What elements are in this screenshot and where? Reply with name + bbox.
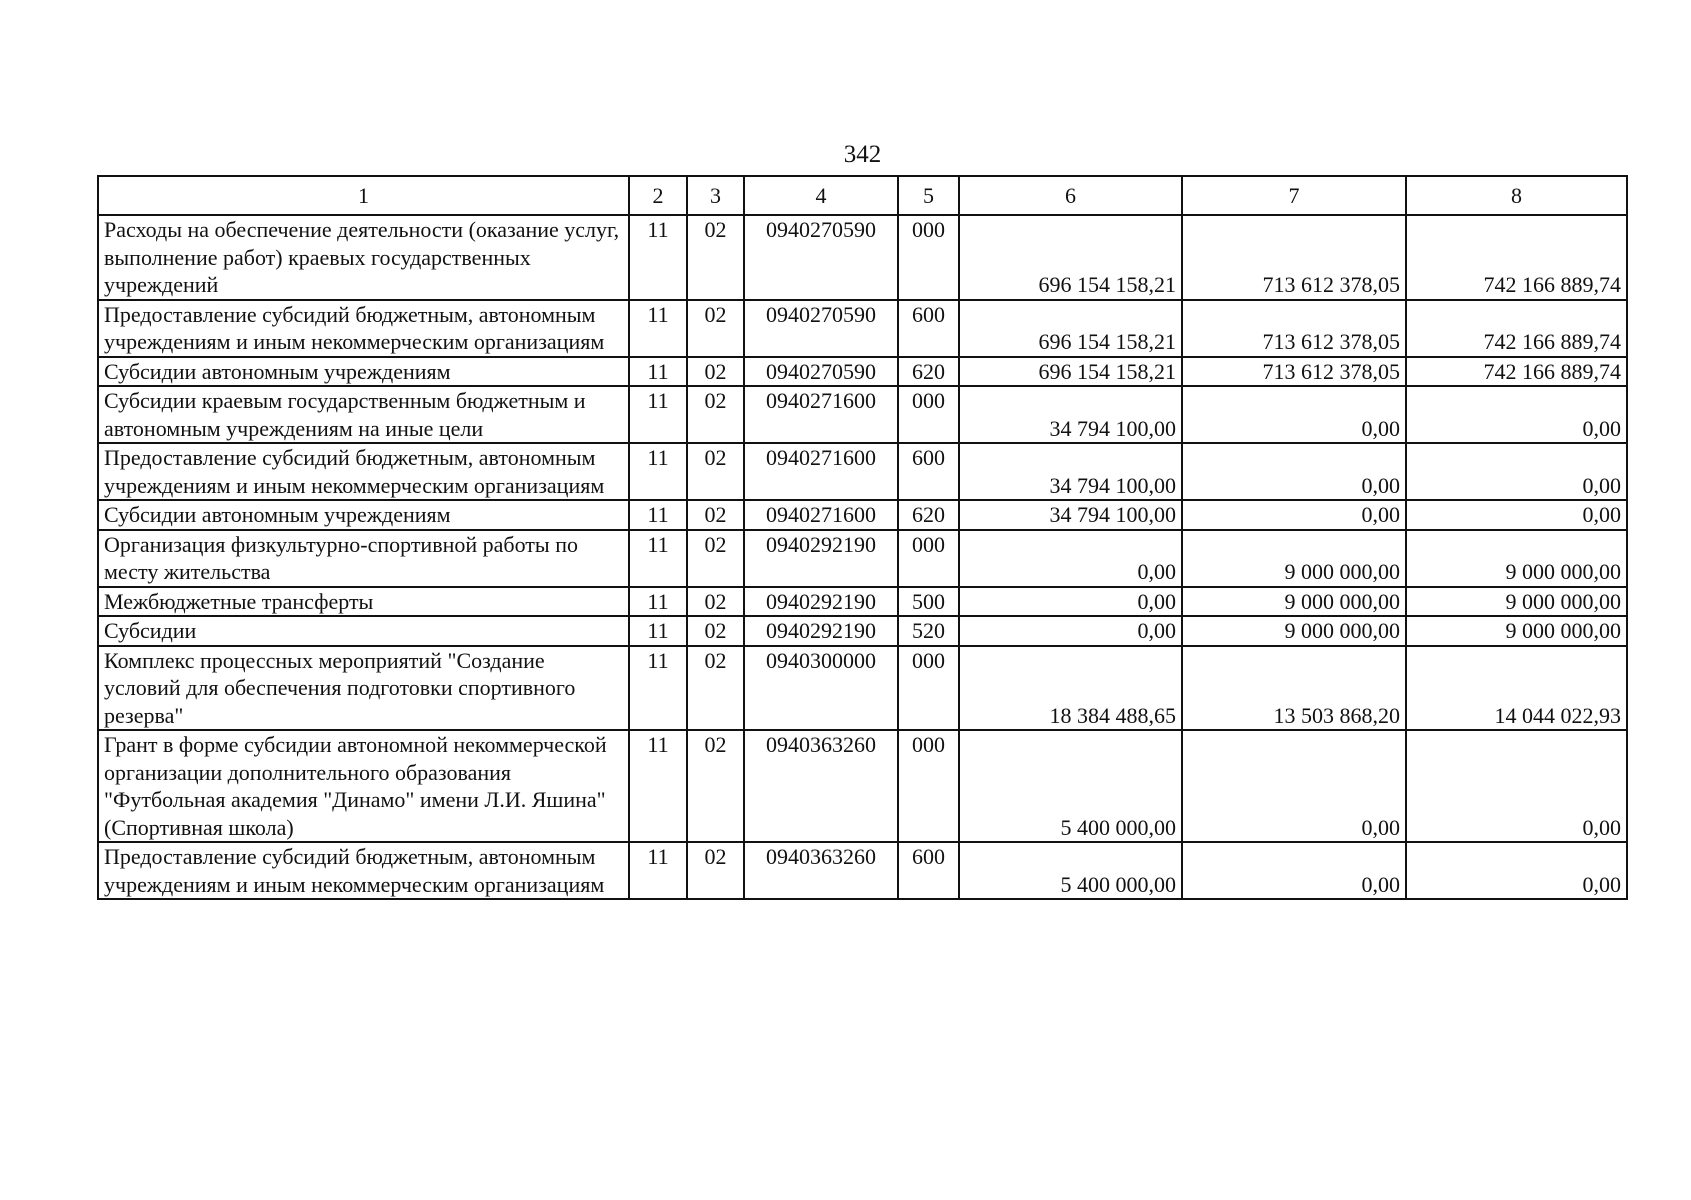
expense-type-cell: 000 [898, 215, 959, 300]
subsection-code-cell: 02 [687, 842, 744, 899]
subsection-code-cell: 02 [687, 500, 744, 530]
section-code-cell: 11 [629, 500, 687, 530]
subsection-code-cell: 02 [687, 587, 744, 617]
amount-col7-cell: 9 000 000,00 [1182, 587, 1406, 617]
amount-col8-cell: 9 000 000,00 [1406, 616, 1627, 646]
subsection-code-cell: 02 [687, 443, 744, 500]
amount-col7-cell: 713 612 378,05 [1182, 357, 1406, 387]
amount-col7-cell: 0,00 [1182, 730, 1406, 842]
amount-col7-cell: 0,00 [1182, 842, 1406, 899]
section-code-cell: 11 [629, 646, 687, 731]
subsection-code-cell: 02 [687, 357, 744, 387]
expense-type-cell: 000 [898, 386, 959, 443]
amount-col7-cell: 0,00 [1182, 443, 1406, 500]
table-row [98, 215, 1627, 300]
table-row [98, 357, 1627, 387]
section-code-cell: 11 [629, 616, 687, 646]
expense-type-cell: 600 [898, 443, 959, 500]
expense-name-cell: Субсидии автономным учреждениям [98, 500, 629, 530]
amount-col6-cell: 18 384 488,65 [959, 646, 1182, 731]
expense-name-cell: Субсидии автономным учреждениям [98, 357, 629, 387]
amount-col6-cell: 5 400 000,00 [959, 842, 1182, 899]
subsection-code-cell: 02 [687, 616, 744, 646]
target-article-cell: 0940363260 [744, 730, 898, 842]
amount-col6-cell: 34 794 100,00 [959, 500, 1182, 530]
expense-name-cell: Субсидии краевым государственным бюджетным и автономным учреждениям на иные цели [98, 386, 629, 443]
table-header-row [98, 176, 1627, 215]
table-row [98, 386, 1627, 443]
table-row [98, 646, 1627, 731]
expense-name-cell: Предоставление субсидий бюджетным, автономным учреждениям и иным некоммерческим организациям [98, 300, 629, 357]
expense-type-cell: 520 [898, 616, 959, 646]
table-row [98, 530, 1627, 587]
table-row [98, 730, 1627, 842]
expense-type-cell: 620 [898, 357, 959, 387]
expense-name-cell: Грант в форме субсидии автономной некоммерческой организации дополнительного образования "Футбольная академия "Динамо" имени Л.И. Яшина" (Спортивная школа) [98, 730, 629, 842]
expense-type-cell: 000 [898, 646, 959, 731]
amount-col7-cell: 9 000 000,00 [1182, 616, 1406, 646]
amount-col6-cell: 696 154 158,21 [959, 300, 1182, 357]
target-article-cell: 0940292190 [744, 530, 898, 587]
table-row [98, 443, 1627, 500]
target-article-cell: 0940271600 [744, 386, 898, 443]
section-code-cell: 11 [629, 587, 687, 617]
amount-col7-cell: 9 000 000,00 [1182, 530, 1406, 587]
amount-col8-cell: 9 000 000,00 [1406, 530, 1627, 587]
amount-col6-cell: 696 154 158,21 [959, 357, 1182, 387]
amount-col7-cell: 713 612 378,05 [1182, 300, 1406, 357]
expense-name-cell: Предоставление субсидий бюджетным, автономным учреждениям и иным некоммерческим организациям [98, 842, 629, 899]
amount-col8-cell: 0,00 [1406, 443, 1627, 500]
amount-col8-cell: 14 044 022,93 [1406, 646, 1627, 731]
column-header: 5 [898, 176, 959, 215]
subsection-code-cell: 02 [687, 215, 744, 300]
expense-name-cell: Межбюджетные трансферты [98, 587, 629, 617]
target-article-cell: 0940270590 [744, 300, 898, 357]
target-article-cell: 0940292190 [744, 616, 898, 646]
table-row [98, 616, 1627, 646]
table-row [98, 842, 1627, 899]
column-header: 3 [687, 176, 744, 215]
expense-type-cell: 600 [898, 842, 959, 899]
expense-type-cell: 600 [898, 300, 959, 357]
amount-col6-cell: 5 400 000,00 [959, 730, 1182, 842]
amount-col8-cell: 9 000 000,00 [1406, 587, 1627, 617]
section-code-cell: 11 [629, 842, 687, 899]
section-code-cell: 11 [629, 300, 687, 357]
section-code-cell: 11 [629, 730, 687, 842]
subsection-code-cell: 02 [687, 386, 744, 443]
amount-col8-cell: 0,00 [1406, 842, 1627, 899]
amount-col8-cell: 0,00 [1406, 730, 1627, 842]
section-code-cell: 11 [629, 443, 687, 500]
target-article-cell: 0940292190 [744, 587, 898, 617]
table-row [98, 500, 1627, 530]
target-article-cell: 0940270590 [744, 357, 898, 387]
subsection-code-cell: 02 [687, 730, 744, 842]
subsection-code-cell: 02 [687, 646, 744, 731]
column-header: 1 [98, 176, 629, 215]
amount-col8-cell: 742 166 889,74 [1406, 215, 1627, 300]
budget-table [97, 175, 1628, 900]
table-row [98, 587, 1627, 617]
amount-col6-cell: 0,00 [959, 587, 1182, 617]
amount-col6-cell: 0,00 [959, 616, 1182, 646]
amount-col8-cell: 742 166 889,74 [1406, 300, 1627, 357]
target-article-cell: 0940271600 [744, 500, 898, 530]
section-code-cell: 11 [629, 530, 687, 587]
section-code-cell: 11 [629, 357, 687, 387]
expense-type-cell: 500 [898, 587, 959, 617]
section-code-cell: 11 [629, 386, 687, 443]
amount-col6-cell: 34 794 100,00 [959, 386, 1182, 443]
amount-col6-cell: 696 154 158,21 [959, 215, 1182, 300]
expense-type-cell: 620 [898, 500, 959, 530]
table-row [98, 300, 1627, 357]
column-header: 2 [629, 176, 687, 215]
expense-name-cell: Субсидии [98, 616, 629, 646]
expense-name-cell: Расходы на обеспечение деятельности (оказание услуг, выполнение работ) краевых государственных учреждений [98, 215, 629, 300]
target-article-cell: 0940363260 [744, 842, 898, 899]
amount-col8-cell: 742 166 889,74 [1406, 357, 1627, 387]
subsection-code-cell: 02 [687, 530, 744, 587]
column-header: 4 [744, 176, 898, 215]
expense-name-cell: Организация физкультурно-спортивной работы по месту жительства [98, 530, 629, 587]
amount-col7-cell: 0,00 [1182, 500, 1406, 530]
target-article-cell: 0940271600 [744, 443, 898, 500]
column-header: 8 [1406, 176, 1627, 215]
page-number: 342 [843, 141, 882, 168]
section-code-cell: 11 [629, 215, 687, 300]
amount-col7-cell: 0,00 [1182, 386, 1406, 443]
target-article-cell: 0940270590 [744, 215, 898, 300]
subsection-code-cell: 02 [687, 300, 744, 357]
column-header: 6 [959, 176, 1182, 215]
amount-col8-cell: 0,00 [1406, 500, 1627, 530]
target-article-cell: 0940300000 [744, 646, 898, 731]
amount-col8-cell: 0,00 [1406, 386, 1627, 443]
expense-name-cell: Предоставление субсидий бюджетным, автономным учреждениям и иным некоммерческим организациям [98, 443, 629, 500]
amount-col7-cell: 713 612 378,05 [1182, 215, 1406, 300]
expense-name-cell: Комплекс процессных мероприятий "Создание условий для обеспечения подготовки спортивного резерва" [98, 646, 629, 731]
amount-col6-cell: 0,00 [959, 530, 1182, 587]
amount-col7-cell: 13 503 868,20 [1182, 646, 1406, 731]
expense-type-cell: 000 [898, 730, 959, 842]
amount-col6-cell: 34 794 100,00 [959, 443, 1182, 500]
expense-type-cell: 000 [898, 530, 959, 587]
column-header: 7 [1182, 176, 1406, 215]
